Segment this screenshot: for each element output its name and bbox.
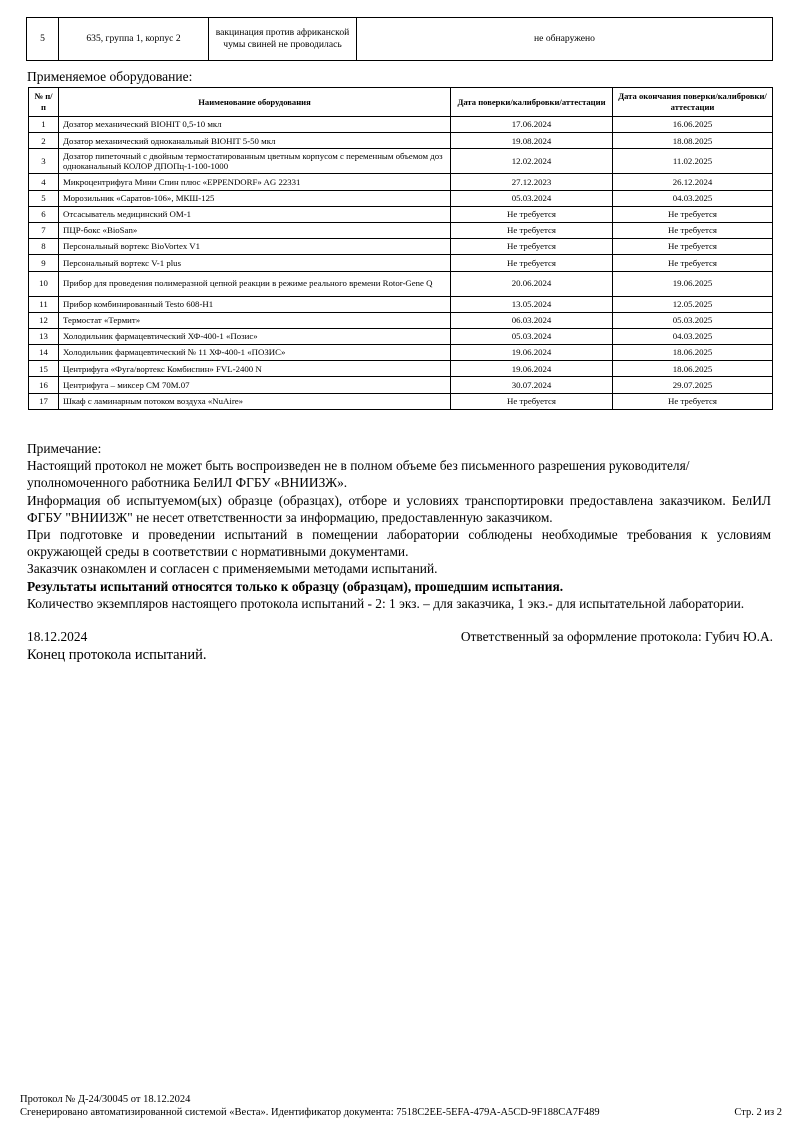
- calibration-date: Не требуется: [451, 393, 613, 409]
- calibration-end-date: 12.05.2025: [613, 296, 773, 312]
- header-num: № п/п: [29, 88, 59, 117]
- table-row: [29, 296, 773, 312]
- calibration-end-date: 04.03.2025: [613, 328, 773, 344]
- equipment-num: 11: [29, 296, 59, 312]
- equipment-name: Персональный вортекс V-1 plus: [59, 255, 451, 271]
- equipment-name: Дозатор механический одноканальный BIOHIT 5-50 мкл: [59, 133, 451, 149]
- sample-location: 635, группа 1, корпус 2: [59, 18, 209, 61]
- equipment-name: Прибор комбинированный Testo 608-H1: [59, 296, 451, 312]
- table-row: [29, 133, 773, 149]
- note-conditions: При подготовке и проведении испытаний в помещении лаборатории соблюдены необходимые требования к условиям окружающей среды в соответствии с нормативными документами.: [27, 527, 771, 560]
- table-row: [29, 239, 773, 255]
- calibration-date: 19.06.2024: [451, 345, 613, 361]
- equipment-name: Дозатор механический BIOHIT 0,5-10 мкл: [59, 117, 451, 133]
- calibration-end-date: 16.06.2025: [613, 117, 773, 133]
- table-row: [29, 271, 773, 296]
- calibration-end-date: Не требуется: [613, 255, 773, 271]
- equipment-name: Центрифуга – миксер СМ 70М.07: [59, 377, 451, 393]
- equipment-num: 2: [29, 133, 59, 149]
- table-row: [29, 149, 773, 174]
- table-row: [29, 222, 773, 238]
- calibration-end-date: 05.03.2025: [613, 312, 773, 328]
- note-sample-info: Информация об испытуемом(ых) образце (образцах), отборе и условиях транспортировки предоставлена заказчиком. БелИЛ ФГБУ "ВНИИЗЖ" не несет ответственности за информацию, предоставленную заказчиком.: [27, 492, 771, 525]
- test-result: не обнаружено: [357, 18, 773, 61]
- equipment-name: Морозильник «Саратов-106», МКШ-125: [59, 190, 451, 206]
- table-row: [29, 255, 773, 271]
- sample-number: 5: [27, 18, 59, 61]
- equipment-name: Холодильник фармацевтический ХФ-400-1 «Позис»: [59, 328, 451, 344]
- table-row: [29, 361, 773, 377]
- equipment-caption: Применяемое оборудование:: [27, 69, 193, 84]
- equipment-name: Шкаф с ламинарным потоком воздуха «NuAire»: [59, 393, 451, 409]
- table-row: [29, 190, 773, 206]
- note-results-scope: Результаты испытаний относятся только к образцу (образцам), прошедшим испытания.: [27, 578, 564, 594]
- note-methods: Заказчик ознакомлен и согласен с применяемыми методами испытаний.: [27, 561, 438, 577]
- equipment-name: Холодильник фармацевтический № 11 ХФ-400-1 «ПОЗИС»: [59, 345, 451, 361]
- equipment-num: 4: [29, 174, 59, 190]
- table-row: [29, 377, 773, 393]
- calibration-date: 12.02.2024: [451, 149, 613, 174]
- equipment-name: Дозатор пипеточный с двойным термостатированным цветным корпусом с переменным объемом доз одноканальный КОЛОР ДПОПц-1-100-1000: [59, 149, 451, 174]
- calibration-end-date: 18.08.2025: [613, 133, 773, 149]
- table-row: [29, 312, 773, 328]
- signature-row: [27, 628, 773, 645]
- header-date-end: Дата окончания поверки/калибровки/аттестации: [613, 88, 773, 117]
- equipment-name: Микроцентрифуга Мини Спин плюс «EPPENDORF» AG 22331: [59, 174, 451, 190]
- equipment-num: 15: [29, 361, 59, 377]
- equipment-name: Отсасыватель медицинский ОМ-1: [59, 206, 451, 222]
- calibration-end-date: 04.03.2025: [613, 190, 773, 206]
- calibration-date: 30.07.2024: [451, 377, 613, 393]
- table-row: [29, 393, 773, 409]
- calibration-date: Не требуется: [451, 239, 613, 255]
- signature-date: 18.12.2024: [27, 629, 88, 644]
- equipment-body: [29, 117, 773, 410]
- footer-page-number: Стр. 2 из 2: [734, 1107, 782, 1118]
- calibration-end-date: 11.02.2025: [613, 149, 773, 174]
- table-row: [29, 345, 773, 361]
- calibration-date: Не требуется: [451, 222, 613, 238]
- equipment-name: Центрифуга «Фуга/вортекс Комбиспин» FVL-2400 N: [59, 361, 451, 377]
- calibration-date: 19.08.2024: [451, 133, 613, 149]
- footer-protocol: Протокол № Д-24/30045 от 18.12.2024: [20, 1094, 191, 1105]
- calibration-date: 05.03.2024: [451, 190, 613, 206]
- footer-generated: Сгенерировано автоматизированной системой «Веста». Идентификатор документа: 7518C2EE-5EFA-479A-A5CD-9F188CA7F489: [20, 1107, 600, 1118]
- equipment-num: 5: [29, 190, 59, 206]
- calibration-end-date: 18.06.2025: [613, 361, 773, 377]
- equipment-num: 13: [29, 328, 59, 344]
- page-footer: [20, 1093, 782, 1119]
- table-row: [29, 206, 773, 222]
- table-row: [29, 328, 773, 344]
- vaccination-status: вакцинация против африканской чумы свиней не проводилась: [209, 18, 357, 61]
- equipment-num: 7: [29, 222, 59, 238]
- calibration-date: Не требуется: [451, 255, 613, 271]
- table-row: [29, 174, 773, 190]
- calibration-date: Не требуется: [451, 206, 613, 222]
- signature-responsible: Ответственный за оформление протокола: Губич Ю.А.: [460, 629, 773, 644]
- calibration-end-date: 18.06.2025: [613, 345, 773, 361]
- notes-heading: Примечание:: [27, 441, 102, 456]
- calibration-date: 05.03.2024: [451, 328, 613, 344]
- notes-section: [27, 440, 771, 612]
- equipment-num: 6: [29, 206, 59, 222]
- calibration-end-date: 26.12.2024: [613, 174, 773, 190]
- equipment-name: Персональный вортекс BioVortex V1: [59, 239, 451, 255]
- equipment-name: Термостат «Термит»: [59, 312, 451, 328]
- table-row: [27, 18, 773, 61]
- end-of-protocol: Конец протокола испытаний.: [27, 647, 207, 663]
- equipment-num: 9: [29, 255, 59, 271]
- calibration-date: 06.03.2024: [451, 312, 613, 328]
- equipment-num: 8: [29, 239, 59, 255]
- equipment-num: 14: [29, 345, 59, 361]
- note-copies: Количество экземпляров настоящего протокола испытаний - 2: 1 экз. – для заказчика, 1 экз.- для испытательной лаборатории.: [27, 595, 745, 611]
- equipment-table: [28, 87, 773, 410]
- calibration-end-date: Не требуется: [613, 222, 773, 238]
- equipment-num: 3: [29, 149, 59, 174]
- equipment-name: ПЦР-бокс «BioSan»: [59, 222, 451, 238]
- equipment-num: 17: [29, 393, 59, 409]
- header-date-start: Дата поверки/калибровки/аттестации: [451, 88, 613, 117]
- equipment-num: 16: [29, 377, 59, 393]
- equipment-num: 10: [29, 271, 59, 296]
- calibration-end-date: Не требуется: [613, 393, 773, 409]
- calibration-date: 20.06.2024: [451, 271, 613, 296]
- calibration-date: 17.06.2024: [451, 117, 613, 133]
- calibration-date: 27.12.2023: [451, 174, 613, 190]
- results-table: [26, 17, 773, 61]
- calibration-end-date: Не требуется: [613, 239, 773, 255]
- calibration-end-date: 29.07.2025: [613, 377, 773, 393]
- note-reproduction: Настоящий протокол не может быть воспроизведен не в полном объеме без письменного разрешения руководителя/уполномоченного работника БелИЛ ФГБУ «ВНИИЗЖ».: [27, 458, 690, 491]
- header-name: Наименование оборудования: [59, 88, 451, 117]
- equipment-header-row: [29, 88, 773, 117]
- calibration-end-date: Не требуется: [613, 206, 773, 222]
- calibration-end-date: 19.06.2025: [613, 271, 773, 296]
- calibration-date: 13.05.2024: [451, 296, 613, 312]
- calibration-date: 19.06.2024: [451, 361, 613, 377]
- equipment-name: Прибор для проведения полимеразной цепной реакции в режиме реального времени Rotor-Gene Q: [59, 271, 451, 296]
- equipment-num: 12: [29, 312, 59, 328]
- equipment-num: 1: [29, 117, 59, 133]
- table-row: [29, 117, 773, 133]
